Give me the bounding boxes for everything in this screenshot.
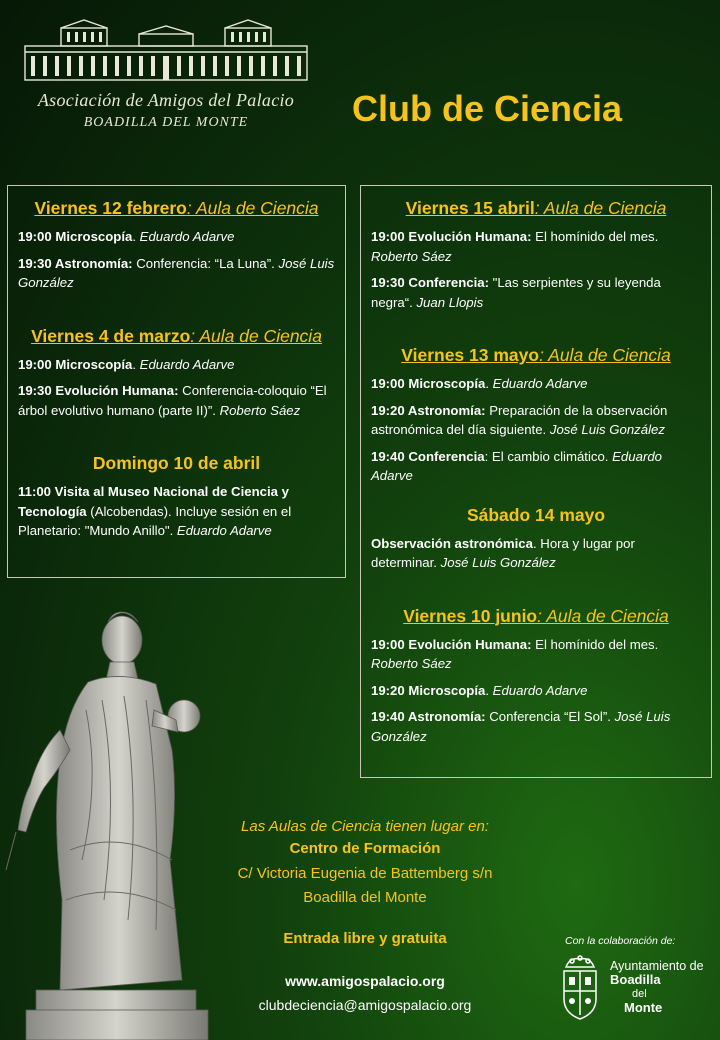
schedule-box-left (7, 185, 346, 578)
collaboration-label: Con la colaboración de: (565, 935, 676, 947)
section-aula: Aula de Ciencia (546, 605, 669, 626)
event-item: 19:00 Microscopía. Eduardo Adarve (18, 356, 235, 372)
section-day: Domingo 10 de abril (92, 453, 261, 473)
section-aula: Aula de Ciencia (543, 198, 667, 218)
association-name: Asociación de Amigos del Palacio (37, 90, 295, 110)
event-item: 19:20 Microscopía. Eduardo Adarve (371, 682, 588, 698)
event-item: 19:00 Microscopía. Eduardo Adarve (371, 376, 588, 391)
event-item: 19:00 Microscopía. Eduardo Adarve (18, 229, 235, 244)
section-day: Viernes 15 abril (405, 198, 535, 218)
ayto-line-3: del (632, 988, 647, 1000)
association-town: BOADILLA DEL MONTE (83, 115, 249, 130)
event-item: 19:30 Conferencia: "Las serpientes y su leyenda negra“. Juan Llopis (371, 275, 661, 310)
ayto-line-1: Ayuntamiento de (610, 959, 704, 973)
statue-illustration (0, 600, 215, 1040)
section-title (18, 453, 335, 474)
palace-icon (21, 18, 311, 84)
association-logo (18, 18, 314, 131)
entry-note: Entrada libre y gratuita (283, 930, 447, 947)
coat-of-arms-icon (556, 953, 604, 1021)
event-item: 19:00 Evolución Humana: El homínido del mes. Roberto Sáez (371, 229, 659, 264)
venue-name: Centro de Formación (289, 840, 441, 857)
event-item: 19:30 Evolución Humana: Conferencia-coloquio “El árbol evolutivo humano (parte II)”. Roberto Sáez (18, 383, 327, 418)
section-title: Viernes 13 mayo: Aula de Ciencia (401, 345, 671, 365)
schedule-box-right (360, 185, 712, 778)
event-item: 19:40 Astronomía: Conferencia “El Sol”. José Luis González (371, 709, 671, 744)
section-title: Viernes 10 junio: Aula de Ciencia (403, 605, 669, 626)
page-title: Club de Ciencia (352, 88, 623, 129)
venue-town: Boadilla del Monte (303, 889, 427, 906)
section-title: Viernes 15 abril: Aula de Ciencia (405, 198, 667, 218)
website-link[interactable]: www.amigospalacio.org (285, 973, 445, 989)
section-day: Viernes 4 de marzo (31, 325, 191, 346)
event-item: Observación astronómica. Hora y lugar por determinar. José Luis González (371, 535, 635, 570)
ayuntamiento-logo (556, 952, 708, 1022)
section-aula: Aula de Ciencia (195, 198, 319, 218)
section-day: Viernes 13 mayo (401, 345, 540, 365)
section-title: Viernes 12 febrero: Aula de Ciencia (34, 198, 319, 218)
section-title: Viernes 4 de marzo: Aula de Ciencia (31, 325, 322, 346)
event-item: 19:40 Conferencia: El cambio climático. Eduardo Adarve (371, 448, 662, 483)
event-item: 19:30 Astronomía: Conferencia: “La Luna”. José Luis González (18, 255, 335, 290)
section-aula: Aula de Ciencia (199, 325, 322, 346)
section-day: Viernes 12 febrero (34, 198, 187, 218)
venue-address: C/ Victoria Eugenia de Battemberg s/n (237, 865, 493, 882)
venue-info (210, 818, 520, 1013)
ayto-line-4: Monte (624, 1000, 663, 1015)
ayto-line-2: Boadilla (610, 972, 661, 987)
section-title (371, 505, 701, 526)
section-aula: Aula de Ciencia (548, 345, 671, 365)
event-item: 19:00 Evolución Humana: El homínido del mes. Roberto Sáez (371, 636, 659, 671)
venue-intro: Las Aulas de Ciencia tienen lugar en: (241, 818, 489, 835)
section-day: Viernes 10 junio (403, 605, 538, 626)
event-item: 11:00 Visita al Museo Nacional de Ciencia y Tecnología (Alcobendas). Incluye sesión en el Planetario: "Mundo Anillo". Eduardo Adarve (18, 484, 292, 538)
event-item: 19:20 Astronomía: Preparación de la observación astronómica del día siguiente. José Luis González (371, 402, 668, 437)
section-day: Sábado 14 mayo (466, 504, 606, 525)
email-link[interactable]: clubdeciencia@amigospalacio.org (258, 997, 472, 1013)
